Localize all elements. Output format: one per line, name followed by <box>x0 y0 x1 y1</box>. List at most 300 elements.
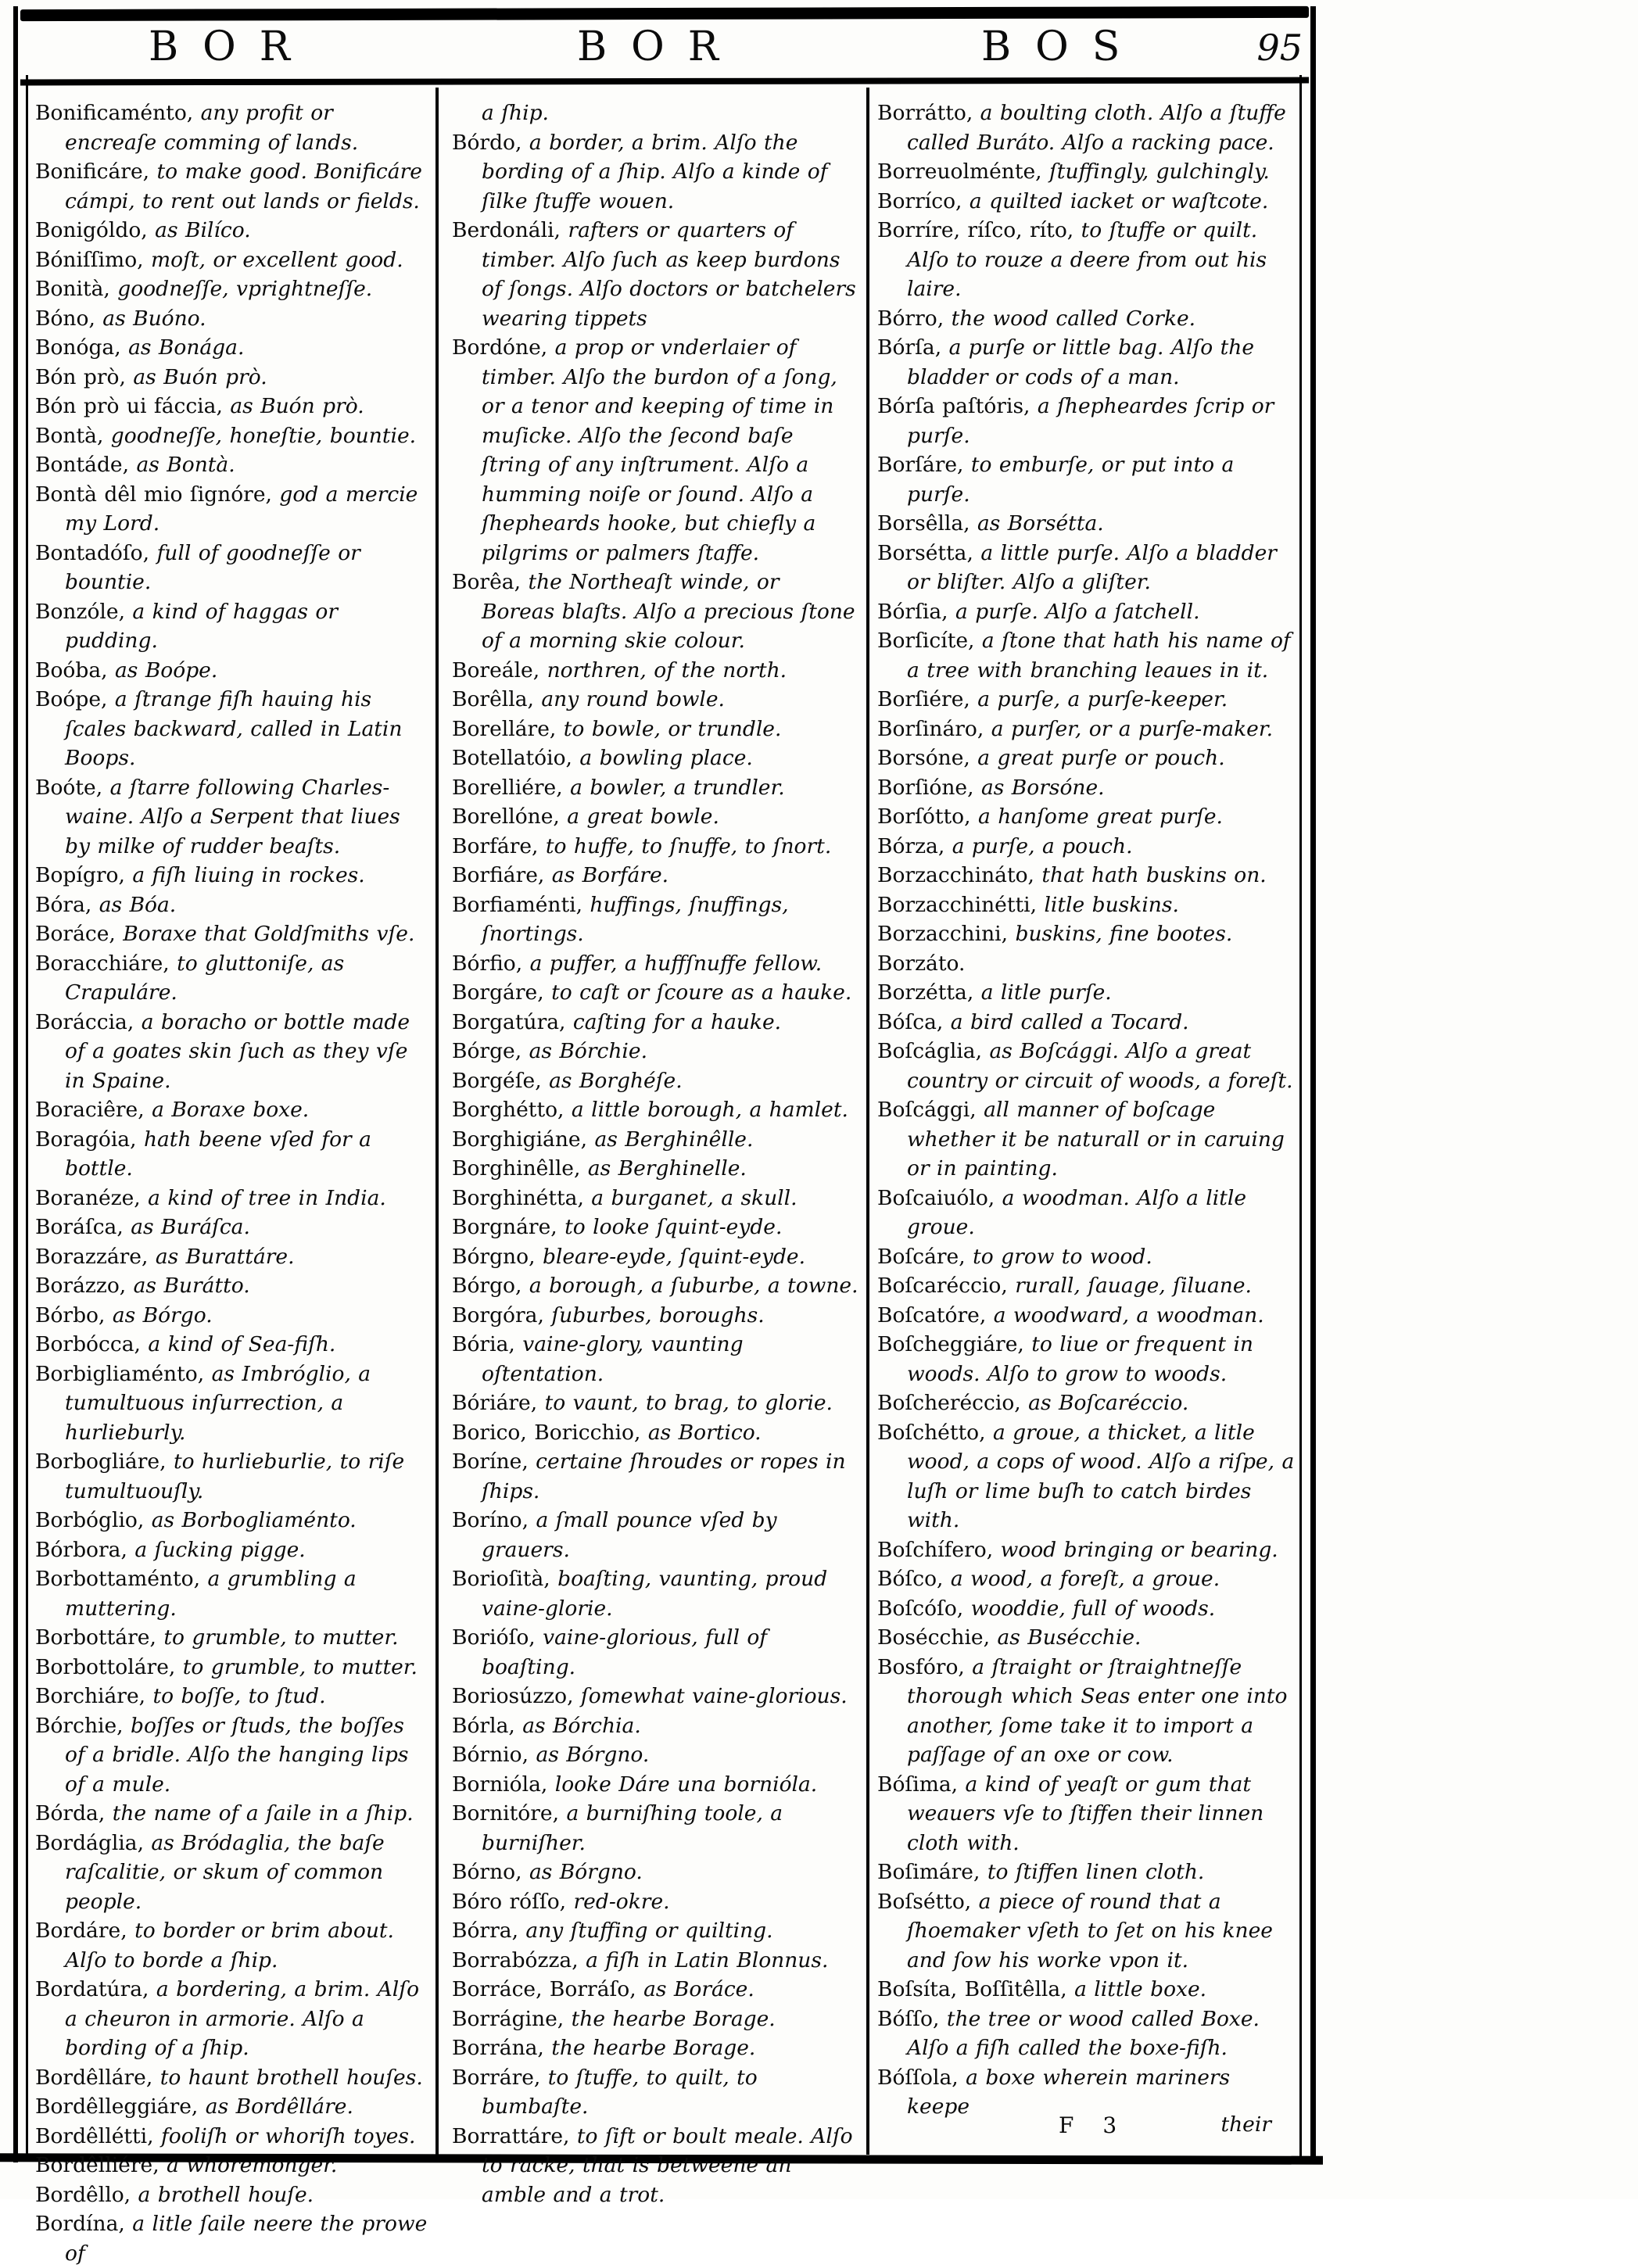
entry-headword: Boreále, <box>452 657 540 683</box>
dictionary-entry <box>877 685 1295 715</box>
top-border-rule <box>20 6 1309 21</box>
entry-headword: Borſióne, <box>877 775 974 800</box>
entry-headword: Borazzáre, <box>35 1244 149 1269</box>
entry-headword: Borelliére, <box>452 775 563 800</box>
dictionary-entry <box>452 1388 859 1418</box>
entry-definition: a ſucking pigge. <box>127 1537 306 1562</box>
entry-headword: Bórza, <box>877 833 945 858</box>
entry-headword: Boſchífero, <box>877 1537 994 1562</box>
dictionary-entry <box>35 245 431 275</box>
dictionary-entry <box>877 1623 1295 1653</box>
entry-definition: the hearbe Borage. <box>543 2036 756 2060</box>
text-column-3 <box>877 99 1295 2122</box>
entry-headword: Borráre, <box>452 2065 541 2090</box>
entry-definition: as Borsóne. <box>973 775 1105 800</box>
entry-headword: Bóniſſimo, <box>35 247 144 272</box>
dictionary-entry <box>452 1418 859 1448</box>
dictionary-entry <box>452 978 859 1008</box>
running-head-left: BOR <box>149 23 314 70</box>
entry-definition: any ſtuffing or quilting. <box>518 1919 773 1943</box>
entry-headword: Bontáde, <box>35 453 130 477</box>
entry-headword: Bórno, <box>452 1860 522 1884</box>
entry-definition: moſt, or excellent good. <box>143 247 403 272</box>
entry-headword: Borbócca, <box>35 1332 141 1356</box>
entry-definition: to grow to wood. <box>965 1244 1152 1269</box>
dictionary-entry <box>877 978 1295 1008</box>
running-head-right: BOS <box>981 23 1144 70</box>
entry-headword: Bóſſo, <box>877 2006 940 2031</box>
entry-headword: Bóno, <box>35 306 95 331</box>
entry-headword: Bonzóle, <box>35 599 125 624</box>
dictionary-entry <box>35 1447 431 1506</box>
dictionary-entry <box>452 2063 859 2122</box>
entry-definition: huffings, ſnuffings, ſnortings. <box>482 892 789 946</box>
dictionary-entry <box>452 1799 859 1858</box>
entry-headword: Borsétta, <box>877 540 973 565</box>
entry-definition: a burniſhing toole, a burniſher. <box>482 1801 783 1855</box>
entry-definition: a kind of tree in India. <box>140 1185 386 1210</box>
page-border-right-outer <box>1310 6 1316 2164</box>
entry-headword: Bón prò ui fáccia, <box>35 394 223 418</box>
entry-definition: a Boraxe boxe. <box>144 1098 310 1122</box>
entry-definition: a fiſh in Latin Blonnus. <box>578 1947 829 1972</box>
dictionary-entry <box>452 1008 859 1037</box>
entry-headword: Borgóra, <box>452 1302 544 1327</box>
entry-definition: a ſtarre following Charles-waine. Alſo a Serpent that liues by milke of rudder beaſts. <box>65 775 400 858</box>
entry-definition: a ſtraight or ſtraightneſſe thorough which Seas enter one into another, ſome take it to import a paſſage of an oxe or cow. <box>907 1654 1288 1767</box>
entry-headword: Borrattáre, <box>452 2123 570 2148</box>
dictionary-entry <box>35 1711 431 1800</box>
dictionary-entry <box>452 1301 859 1331</box>
entry-headword: Borzacchinétti, <box>877 892 1038 917</box>
dictionary-entry <box>35 1301 431 1331</box>
entry-headword: Borghétto, <box>452 1098 565 1122</box>
dictionary-entry <box>877 450 1295 509</box>
entry-definition: rafters or quarters of timber. Alſo ſuch as keep burdons of ſongs. Alſo doctors or batchelers wearing tippets <box>482 218 856 331</box>
dictionary-entry <box>452 802 859 832</box>
dictionary-entry <box>877 773 1295 803</box>
entry-definition: to haunt brothell houſes. <box>152 2065 423 2090</box>
dictionary-entry <box>877 157 1295 187</box>
entry-definition: a wood, a foreſt, a groue. <box>943 1567 1220 1591</box>
entry-headword: Bosfóro, <box>877 1654 965 1679</box>
dictionary-entry <box>35 949 431 1008</box>
entry-definition: as Bontà. <box>129 453 235 477</box>
entry-headword: Boraciêre, <box>35 1098 145 1122</box>
entry-headword: Bonità, <box>35 277 110 301</box>
entry-definition: as Berghinêlle. <box>587 1127 754 1152</box>
entry-definition: as Burátto. <box>126 1274 250 1298</box>
entry-headword: Bontà dêl mio ſignóre, <box>35 482 272 507</box>
text-column-2 <box>452 99 859 2209</box>
entry-definition: to boſſe, to ſtud. <box>145 1684 326 1708</box>
page-number: 95 <box>1256 27 1303 69</box>
entry-definition: any profit or encreaſe comming of lands. <box>65 101 359 155</box>
dictionary-entry <box>877 539 1295 597</box>
dictionary-entry <box>452 333 859 568</box>
dictionary-entry <box>35 363 431 392</box>
dictionary-entry <box>452 1095 859 1125</box>
entry-headword: Boráſca, <box>35 1215 124 1239</box>
entry-definition: litle buskins. <box>1037 892 1179 917</box>
dictionary-entry <box>452 2005 859 2034</box>
entry-definition: a boracho or bottle made of a goates skin ſuch as they vſe in Spaine. <box>65 1009 410 1093</box>
entry-headword: Boſsétto, <box>877 1889 972 1914</box>
text-column-1 <box>35 99 431 2268</box>
entry-definition: as Bórgno. <box>529 1743 650 1767</box>
entry-headword: Borsóne, <box>877 746 970 770</box>
entry-definition: a borough, a ſuburbe, a towne. <box>522 1274 858 1298</box>
entry-definition: a border, a brim. Alſo the bording of a ſhip. Alſo a kinde of ſilke ſtuffe wouen. <box>482 130 828 213</box>
entry-headword: Borgáre, <box>452 980 544 1005</box>
entry-headword: Bóriáre, <box>452 1391 538 1415</box>
dictionary-entry <box>452 1242 859 1272</box>
dictionary-entry <box>452 1740 859 1770</box>
entry-definition: hath beene vſed for a bottle. <box>65 1127 371 1181</box>
entry-definition: to ſtiffen linen cloth. <box>980 1860 1205 1884</box>
entry-definition: as Bordêlláre. <box>198 2094 353 2119</box>
entry-definition: looke Dáre una bornióla. <box>547 1772 818 1797</box>
entry-headword: Bontà, <box>35 423 104 448</box>
entry-definition: a hanſome great purſe. <box>970 804 1223 829</box>
dictionary-entry <box>877 1770 1295 1858</box>
dictionary-entry <box>35 1095 431 1125</box>
dictionary-entry <box>452 1946 859 1976</box>
dictionary-entry <box>877 743 1295 773</box>
entry-headword: Boſcaiuólo, <box>877 1185 995 1210</box>
entry-headword: Borelláre, <box>452 716 557 741</box>
entry-definition: a kind of Sea-fiſh. <box>140 1332 336 1356</box>
entry-headword: Bopígro, <box>35 863 125 887</box>
entry-headword: Borfiaménti, <box>452 892 582 917</box>
dictionary-entry <box>452 773 859 803</box>
dictionary-entry <box>877 392 1295 450</box>
entry-definition: as Bórgo. <box>105 1302 213 1327</box>
entry-definition: as Buóno. <box>95 306 206 331</box>
dictionary-entry <box>35 1653 431 1682</box>
entry-headword: Borsêlla, <box>877 511 970 536</box>
entry-headword: Borfiáre, <box>452 863 545 887</box>
dictionary-entry <box>877 626 1295 685</box>
entry-headword: Boríno, <box>452 1508 529 1532</box>
entry-definition: a boulting cloth. Alſo a ſtuffe called Buráto. Alſo a racking pace. <box>907 101 1286 155</box>
dictionary-entry <box>35 1975 431 2063</box>
entry-headword: Bordatúra, <box>35 1977 149 2001</box>
entry-headword: Borgatúra, <box>452 1009 566 1034</box>
entry-definition: as Bonága. <box>120 335 245 360</box>
entry-definition: goodneſſe, honeſtie, bountie. <box>103 423 417 448</box>
entry-definition: a boxe wherein mariners keepe <box>907 2065 1231 2119</box>
entry-headword: Boſsíta, Boſſitêlla, <box>877 1977 1067 2001</box>
entry-headword: Borázzo, <box>35 1274 127 1298</box>
dictionary-entry <box>452 2122 859 2210</box>
entry-headword: Borfáre, <box>452 833 539 858</box>
entry-headword: Borióſo, <box>452 1625 536 1650</box>
dictionary-entry <box>35 2151 431 2180</box>
entry-definition: rurall, ſauage, ſiluane. <box>1007 1274 1252 1298</box>
entry-definition: a kind of haggas or pudding. <box>65 599 339 653</box>
entry-definition: a purſe or little bag. Alſo the bladder or cods of a man. <box>907 335 1255 389</box>
entry-definition: to huffe, to ſnuffe, to ſnort. <box>538 833 832 858</box>
entry-definition: a woodward, a woodman. <box>986 1302 1264 1327</box>
entry-headword: Borſótto, <box>877 804 971 829</box>
entry-definition: a ſtone that hath his name of a tree with branching leaues in it. <box>907 629 1291 683</box>
column-separator-1 <box>435 88 439 2155</box>
entry-definition: a little boxe. <box>1066 1977 1207 2001</box>
entry-definition: as Borbogliaménto. <box>144 1508 357 1532</box>
dictionary-entry <box>452 1506 859 1564</box>
entry-headword: Bórdo, <box>452 130 522 155</box>
dictionary-entry <box>35 1535 431 1565</box>
entry-headword: Boráccia, <box>35 1009 134 1034</box>
entry-definition: ſtuffingly, gulchingly. <box>1041 159 1270 184</box>
dictionary-entry <box>877 1535 1295 1565</box>
entry-headword: Botellatóio, <box>452 746 572 770</box>
dictionary-entry <box>452 568 859 656</box>
dictionary-entry <box>877 1887 1295 1976</box>
entry-definition: a litle ſaile neere the prowe of <box>65 2212 428 2266</box>
gathering-signature: F 3 <box>1059 2112 1128 2138</box>
entry-definition: bleare-eyde, ſquint-eyde. <box>535 1244 806 1269</box>
dictionary-entry <box>35 1242 431 1272</box>
entry-definition: to liue or frequent in woods. Alſo to grow to woods. <box>907 1332 1253 1386</box>
entry-headword: Bóra, <box>35 892 92 917</box>
entry-definition: ſuburbes, boroughs. <box>543 1302 765 1327</box>
entry-definition: a bowler, a trundler. <box>562 775 785 800</box>
dictionary-entry <box>35 2063 431 2093</box>
entry-headword: Bordêllo, <box>35 2182 131 2207</box>
entry-headword: Bordêlláre, <box>35 2065 153 2090</box>
entry-definition: a kind of yeaſt or gum that weauers vſe to ſtiffen their linnen cloth with. <box>907 1772 1264 1855</box>
dictionary-entry <box>35 1506 431 1535</box>
dictionary-entry <box>877 1008 1295 1037</box>
page-border-right-inner <box>1299 75 1302 2161</box>
dictionary-entry <box>35 1916 431 1975</box>
entry-definition: as Boſcággi. Alſo a great country or circuit of woods, a foreſt. <box>907 1039 1293 1093</box>
entry-definition: to caſt or ſcoure as a hauke. <box>543 980 852 1005</box>
entry-headword: Borchiáre, <box>35 1684 146 1708</box>
entry-definition: to grumble, to mutter. <box>175 1654 418 1679</box>
entry-headword: Bóro róſſo, <box>452 1889 567 1914</box>
dictionary-entry <box>35 480 431 539</box>
dictionary-entry <box>877 216 1295 304</box>
dictionary-entry <box>35 1360 431 1448</box>
entry-headword: Bórge, <box>452 1039 522 1063</box>
entry-headword: Boſcáglia, <box>877 1039 983 1063</box>
dictionary-entry <box>452 1770 859 1800</box>
dictionary-entry <box>452 1711 859 1741</box>
entry-headword: Bórgno, <box>452 1244 536 1269</box>
entry-definition: as Borfáre. <box>544 863 669 887</box>
entry-definition: to vaunt, to brag, to glorie. <box>537 1391 833 1415</box>
entry-headword: Borbogliáre, <box>35 1449 167 1474</box>
entry-definition: a prop or vnderlaier of timber. Alſo the burdon of a ſong, or a tenor and keeping of time in muſicke. Alſo the ſecond baſe ſtring of any inſtrument. Alſo a humming noiſe or ſound. Alſo a ſhepheards hooke, but chiefly a pilgrims or palmers ſtaffe. <box>482 335 837 565</box>
entry-definition: a great purſe or pouch. <box>970 746 1225 770</box>
entry-headword: Boſchétto, <box>877 1420 986 1445</box>
entry-definition: any round bowle. <box>533 687 725 711</box>
entry-definition: a little purſe. Alſo a bladder or bliſter. Alſo a gliſter. <box>907 540 1277 594</box>
dictionary-entry <box>452 128 859 217</box>
dictionary-entry <box>877 1095 1295 1184</box>
entry-definition: vaine-glorious, full of boaſting. <box>482 1625 768 1679</box>
dictionary-entry <box>35 539 431 597</box>
entry-definition: as Buón prò. <box>125 364 267 389</box>
entry-definition: a grumbling a muttering. <box>65 1567 357 1621</box>
entry-definition: to looke ſquint-eyde. <box>557 1215 783 1239</box>
entry-headword: Boſcatóre, <box>877 1302 987 1327</box>
entry-definition: as Borghéſe. <box>541 1068 683 1093</box>
dictionary-entry <box>35 2209 431 2268</box>
dictionary-entry <box>877 1653 1295 1770</box>
entry-headword: Berdonáli, <box>452 218 561 242</box>
dictionary-entry <box>877 187 1295 217</box>
entry-definition: the hearbe Borage. <box>564 2006 776 2031</box>
entry-headword: Bórchie, <box>35 1713 124 1738</box>
dictionary-entry <box>452 1975 859 2005</box>
entry-headword: Borríco, <box>877 188 962 213</box>
entry-headword: Borſiére, <box>877 687 970 711</box>
entry-headword: Bón prò, <box>35 364 126 389</box>
entry-definition: full of goodneſſe or bountie. <box>65 540 360 594</box>
entry-headword: Bordáre, <box>35 1919 127 1943</box>
entry-definition: a bordering, a brim. Alſo a cheuron in armorie. Alſo a bording of a ſhip. <box>65 1977 420 2060</box>
catchword: their <box>1220 2112 1271 2137</box>
entry-headword: Borbigliaménto, <box>35 1361 205 1386</box>
entry-headword: Borghigiáne, <box>452 1127 588 1152</box>
entry-definition: to border or brim about. Alſo to borde a ſhip. <box>65 1919 394 1972</box>
entry-definition: as Buráſca. <box>123 1215 250 1239</box>
dictionary-entry <box>35 1564 431 1623</box>
entry-headword: Borêa, <box>452 570 522 594</box>
entry-headword: Borbóglio, <box>35 1508 145 1532</box>
dictionary-entry <box>452 1125 859 1155</box>
entry-definition: a burganet, a skull. <box>583 1185 797 1210</box>
entry-headword: Borioſità, <box>452 1567 550 1591</box>
dictionary-entry <box>877 304 1295 334</box>
dictionary-entry <box>877 1564 1295 1594</box>
entry-headword: Borghinêlle, <box>452 1156 581 1181</box>
entry-definition: as Borsétta. <box>970 511 1104 536</box>
entry-headword: Borzacchináto, <box>877 863 1034 887</box>
dictionary-entry <box>35 890 431 920</box>
dictionary-entry <box>35 1829 431 1917</box>
dictionary-entry <box>877 1184 1295 1242</box>
entry-headword: Boſcáre, <box>877 1244 966 1269</box>
dictionary-entry <box>452 99 859 128</box>
dictionary-entry <box>452 1447 859 1506</box>
entry-headword: Boſcággi, <box>877 1098 977 1122</box>
entry-definition: a great bowle. <box>559 804 719 829</box>
dictionary-entry <box>452 656 859 686</box>
entry-definition: ſomewhat vaine-glorious. <box>573 1684 848 1708</box>
dictionary-entry <box>35 773 431 862</box>
dictionary-entry <box>452 1184 859 1213</box>
dictionary-entry <box>877 1975 1295 2005</box>
entry-definition: the name of a ſaile in a ſhip. <box>105 1801 414 1826</box>
dictionary-entry <box>452 715 859 744</box>
entry-definition: a ſtrange fiſh hauing his ſcales backward, called in Latin Boops. <box>65 687 403 770</box>
dictionary-entry <box>35 656 431 686</box>
dictionary-entry <box>877 2005 1295 2063</box>
entry-definition: the wood called Corke. <box>944 306 1196 331</box>
entry-definition: the Northeaſt winde, or Boreas blaſts. Alſo a precious ſtone of a morning skie colour. <box>482 570 855 653</box>
entry-headword: Borreuolménte, <box>877 159 1042 184</box>
entry-headword: Bória, <box>452 1332 515 1356</box>
entry-definition: as Berghinelle. <box>580 1156 747 1181</box>
entry-definition: a purſe, a pouch. <box>944 833 1133 858</box>
entry-headword: Bórro, <box>877 306 944 331</box>
entry-headword: Bordína, <box>35 2212 125 2236</box>
entry-headword: Bóſſola, <box>877 2065 959 2090</box>
entry-definition: wood bringing or bearing. <box>993 1537 1278 1562</box>
entry-definition: as Bilíco. <box>147 218 251 242</box>
entry-definition: a brothell houſe. <box>131 2182 314 2207</box>
dictionary-entry <box>452 743 859 773</box>
entry-headword: Bórnio, <box>452 1743 529 1767</box>
dictionary-entry <box>35 2122 431 2152</box>
dictionary-entry <box>452 216 859 333</box>
dictionary-entry <box>35 157 431 216</box>
dictionary-entry <box>877 861 1295 890</box>
dictionary-entry <box>877 715 1295 744</box>
entry-definition: a purſe, a purſe-keeper. <box>970 687 1228 711</box>
dictionary-entry <box>35 2180 431 2210</box>
dictionary-entry <box>35 450 431 480</box>
dictionary-entry <box>877 333 1295 392</box>
entry-headword: Borellóne, <box>452 804 560 829</box>
dictionary-entry <box>35 1271 431 1301</box>
entry-definition: a bird called a Tocard. <box>943 1009 1189 1034</box>
dictionary-entry <box>35 685 431 773</box>
entry-headword: Bórbora, <box>35 1537 127 1562</box>
dictionary-entry <box>452 1887 859 1917</box>
dictionary-entry <box>877 919 1295 949</box>
dictionary-entry <box>452 1037 859 1066</box>
entry-headword: Boóte, <box>35 775 103 800</box>
entry-headword: Borráce, Borráſo, <box>452 1977 636 2001</box>
running-head-center: BOR <box>577 23 742 70</box>
entry-definition: buskins, fine bootes. <box>1008 922 1233 946</box>
dictionary-entry <box>877 832 1295 862</box>
entry-headword: Bórda, <box>35 1801 106 1826</box>
entry-headword: Borbottoláre, <box>35 1654 176 1679</box>
dictionary-entry <box>35 216 431 245</box>
entry-definition: Boraxe that Goldſmiths vſe. <box>115 922 415 946</box>
header-divider-rule <box>20 77 1309 86</box>
entry-headword: Borrágine, <box>452 2006 565 2031</box>
entry-definition: certaine ſhroudes or ropes in ſhips. <box>482 1449 846 1503</box>
dictionary-entry <box>877 1271 1295 1301</box>
entry-definition: a fiſh liuing in rockes. <box>124 863 365 887</box>
entry-definition: boſſes or ſtuds, the boſſes of a bridle. Alſo the hanging lips of a mule. <box>65 1713 409 1797</box>
entry-headword: Bontadóſo, <box>35 540 150 565</box>
entry-definition: that hath buskins on. <box>1034 863 1267 887</box>
entry-headword: Bórla, <box>452 1713 515 1738</box>
dictionary-entry <box>35 2092 431 2122</box>
entry-definition: a quilted iacket or waſtcote. <box>962 188 1269 213</box>
dictionary-entry <box>452 1564 859 1623</box>
entry-headword: Bórſa, <box>877 335 942 360</box>
entry-definition: to bowle, or trundle. <box>556 716 782 741</box>
entry-definition: as Bródaglia, the baſe raſcalitie, or skum of common people. <box>65 1830 385 1914</box>
dictionary-entry <box>877 1858 1295 1887</box>
dictionary-entry <box>35 1184 431 1213</box>
entry-definition: a little borough, a hamlet. <box>564 1098 848 1122</box>
entry-headword: Bornióla, <box>452 1772 548 1797</box>
dictionary-entry <box>877 1037 1295 1095</box>
entry-headword: Bornitóre, <box>452 1801 560 1826</box>
entry-headword: Borbottaménto, <box>35 1567 201 1591</box>
